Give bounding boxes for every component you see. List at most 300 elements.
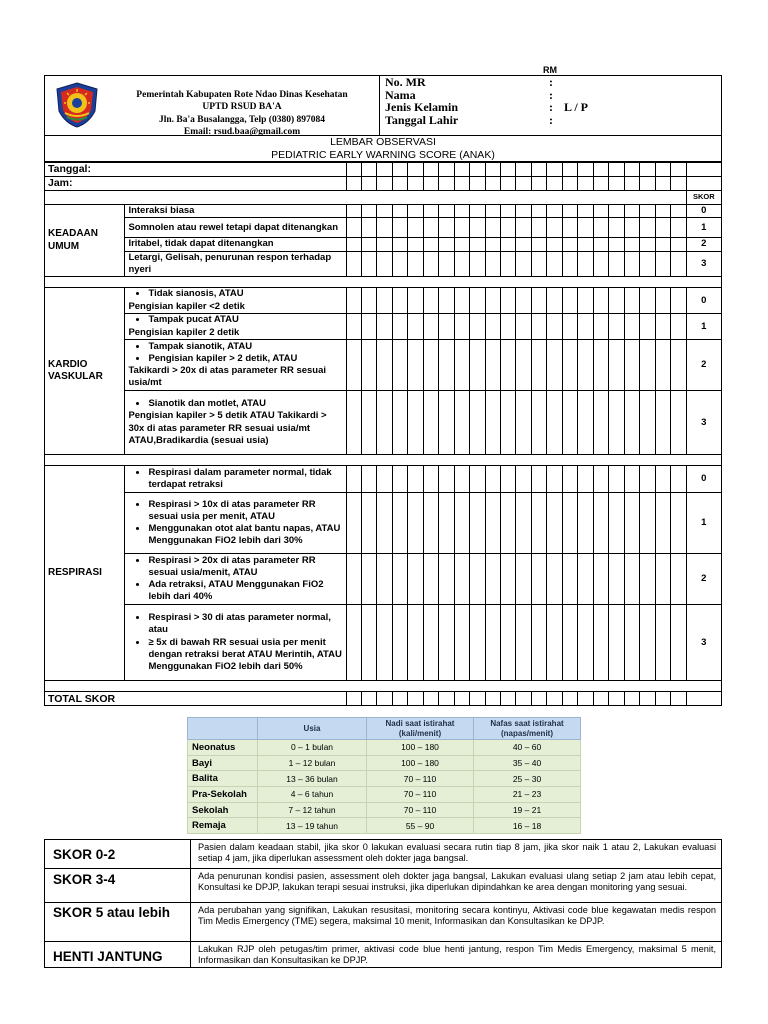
observation-cell[interactable] (640, 251, 655, 277)
observation-cell[interactable] (392, 692, 407, 706)
observation-cell[interactable] (392, 288, 407, 314)
observation-cell[interactable] (562, 177, 577, 191)
observation-cell[interactable] (578, 692, 593, 706)
observation-cell[interactable] (485, 605, 500, 681)
observation-cell[interactable] (377, 314, 392, 340)
observation-cell[interactable] (485, 493, 500, 554)
observation-cell[interactable] (640, 218, 655, 238)
observation-cell[interactable] (439, 251, 454, 277)
observation-cell[interactable] (578, 251, 593, 277)
observation-cell[interactable] (470, 554, 485, 605)
observation-cell[interactable] (624, 314, 639, 340)
observation-cell[interactable] (640, 163, 655, 177)
observation-cell[interactable] (516, 554, 531, 605)
observation-cell[interactable] (671, 554, 686, 605)
observation-cell[interactable] (531, 493, 546, 554)
observation-cell[interactable] (531, 605, 546, 681)
observation-cell[interactable] (346, 205, 361, 218)
observation-cell[interactable] (624, 177, 639, 191)
observation-cell[interactable] (624, 251, 639, 277)
observation-cell[interactable] (500, 205, 515, 218)
observation-cell[interactable] (531, 177, 546, 191)
observation-cell[interactable] (439, 218, 454, 238)
observation-cell[interactable] (593, 218, 608, 238)
observation-cell[interactable] (671, 493, 686, 554)
observation-cell[interactable] (454, 288, 469, 314)
observation-cell[interactable] (671, 340, 686, 391)
observation-cell[interactable] (671, 692, 686, 706)
observation-cell[interactable] (562, 554, 577, 605)
observation-cell[interactable] (361, 163, 376, 177)
observation-cell[interactable] (408, 251, 423, 277)
observation-cell[interactable] (640, 692, 655, 706)
observation-cell[interactable] (377, 218, 392, 238)
observation-cell[interactable] (500, 605, 515, 681)
observation-cell[interactable] (377, 554, 392, 605)
observation-cell[interactable] (361, 466, 376, 493)
observation-cell[interactable] (562, 288, 577, 314)
observation-cell[interactable] (671, 314, 686, 340)
observation-cell[interactable] (439, 554, 454, 605)
observation-cell[interactable] (423, 205, 438, 218)
observation-cell[interactable] (547, 288, 562, 314)
observation-cell[interactable] (531, 238, 546, 251)
observation-cell[interactable] (470, 163, 485, 177)
observation-cell[interactable] (578, 218, 593, 238)
observation-cell[interactable] (439, 692, 454, 706)
observation-cell[interactable] (439, 314, 454, 340)
observation-cell[interactable] (408, 692, 423, 706)
observation-cell[interactable] (392, 218, 407, 238)
observation-cell[interactable] (408, 205, 423, 218)
observation-cell[interactable] (578, 314, 593, 340)
observation-cell[interactable] (470, 205, 485, 218)
observation-cell[interactable] (655, 251, 670, 277)
observation-cell[interactable] (609, 605, 624, 681)
observation-cell[interactable] (454, 554, 469, 605)
observation-cell[interactable] (531, 288, 546, 314)
observation-cell[interactable] (609, 493, 624, 554)
observation-cell[interactable] (593, 493, 608, 554)
observation-cell[interactable] (439, 238, 454, 251)
observation-cell[interactable] (346, 340, 361, 391)
observation-cell[interactable] (516, 605, 531, 681)
observation-cell[interactable] (547, 466, 562, 493)
observation-cell[interactable] (531, 163, 546, 177)
observation-cell[interactable] (531, 205, 546, 218)
observation-cell[interactable] (423, 391, 438, 455)
observation-cell[interactable] (423, 605, 438, 681)
observation-cell[interactable] (408, 605, 423, 681)
observation-cell[interactable] (562, 605, 577, 681)
observation-cell[interactable] (392, 163, 407, 177)
observation-cell[interactable] (485, 554, 500, 605)
observation-cell[interactable] (547, 692, 562, 706)
observation-cell[interactable] (500, 177, 515, 191)
observation-cell[interactable] (470, 605, 485, 681)
observation-cell[interactable] (454, 692, 469, 706)
observation-cell[interactable] (454, 238, 469, 251)
observation-cell[interactable] (562, 692, 577, 706)
observation-cell[interactable] (500, 391, 515, 455)
observation-cell[interactable] (547, 218, 562, 238)
observation-cell[interactable] (346, 238, 361, 251)
observation-cell[interactable] (516, 391, 531, 455)
observation-cell[interactable] (624, 605, 639, 681)
observation-cell[interactable] (547, 205, 562, 218)
observation-cell[interactable] (392, 554, 407, 605)
observation-cell[interactable] (562, 163, 577, 177)
observation-cell[interactable] (470, 466, 485, 493)
observation-cell[interactable] (624, 554, 639, 605)
observation-cell[interactable] (346, 288, 361, 314)
observation-cell[interactable] (361, 205, 376, 218)
observation-cell[interactable] (346, 251, 361, 277)
observation-cell[interactable] (423, 288, 438, 314)
observation-cell[interactable] (423, 554, 438, 605)
observation-cell[interactable] (578, 554, 593, 605)
observation-cell[interactable] (624, 163, 639, 177)
observation-cell[interactable] (640, 554, 655, 605)
observation-cell[interactable] (655, 493, 670, 554)
observation-cell[interactable] (547, 314, 562, 340)
observation-cell[interactable] (562, 314, 577, 340)
observation-cell[interactable] (485, 251, 500, 277)
patient-field-no-mr[interactable] (385, 76, 685, 89)
observation-cell[interactable] (578, 340, 593, 391)
observation-cell[interactable] (485, 692, 500, 706)
observation-cell[interactable] (439, 288, 454, 314)
observation-cell[interactable] (655, 391, 670, 455)
observation-cell[interactable] (624, 340, 639, 391)
observation-cell[interactable] (377, 692, 392, 706)
observation-cell[interactable] (454, 205, 469, 218)
observation-cell[interactable] (624, 391, 639, 455)
observation-cell[interactable] (346, 466, 361, 493)
observation-cell[interactable] (439, 340, 454, 391)
total-score-cell[interactable] (686, 692, 721, 706)
observation-cell[interactable] (485, 466, 500, 493)
observation-cell[interactable] (609, 205, 624, 218)
observation-cell[interactable] (423, 493, 438, 554)
observation-cell[interactable] (609, 163, 624, 177)
observation-cell[interactable] (531, 692, 546, 706)
observation-cell[interactable] (423, 340, 438, 391)
observation-cell[interactable] (377, 466, 392, 493)
observation-cell[interactable] (408, 554, 423, 605)
observation-cell[interactable] (346, 391, 361, 455)
observation-cell[interactable] (408, 238, 423, 251)
observation-cell[interactable] (377, 340, 392, 391)
observation-cell[interactable] (578, 605, 593, 681)
observation-cell[interactable] (609, 692, 624, 706)
observation-cell[interactable] (485, 340, 500, 391)
observation-cell[interactable] (439, 205, 454, 218)
observation-cell[interactable] (547, 340, 562, 391)
observation-cell[interactable] (593, 288, 608, 314)
observation-cell[interactable] (531, 466, 546, 493)
observation-cell[interactable] (593, 692, 608, 706)
observation-cell[interactable] (593, 554, 608, 605)
observation-cell[interactable] (593, 177, 608, 191)
observation-cell[interactable] (640, 391, 655, 455)
observation-cell[interactable] (485, 288, 500, 314)
observation-cell[interactable] (361, 218, 376, 238)
observation-cell[interactable] (500, 251, 515, 277)
observation-cell[interactable] (500, 288, 515, 314)
observation-cell[interactable] (346, 554, 361, 605)
observation-cell[interactable] (392, 391, 407, 455)
observation-cell[interactable] (470, 177, 485, 191)
observation-cell[interactable] (640, 205, 655, 218)
observation-cell[interactable] (624, 288, 639, 314)
observation-cell[interactable] (562, 218, 577, 238)
observation-cell[interactable] (408, 466, 423, 493)
observation-cell[interactable] (408, 314, 423, 340)
observation-cell[interactable] (640, 177, 655, 191)
observation-cell[interactable] (609, 554, 624, 605)
observation-cell[interactable] (671, 163, 686, 177)
observation-cell[interactable] (423, 238, 438, 251)
observation-cell[interactable] (454, 314, 469, 340)
observation-cell[interactable] (454, 391, 469, 455)
observation-cell[interactable] (485, 391, 500, 455)
observation-cell[interactable] (346, 177, 361, 191)
observation-cell[interactable] (624, 493, 639, 554)
observation-cell[interactable] (439, 177, 454, 191)
observation-cell[interactable] (361, 177, 376, 191)
observation-cell[interactable] (423, 177, 438, 191)
observation-cell[interactable] (516, 238, 531, 251)
observation-cell[interactable] (454, 493, 469, 554)
observation-cell[interactable] (578, 493, 593, 554)
observation-cell[interactable] (640, 314, 655, 340)
observation-cell[interactable] (671, 288, 686, 314)
observation-cell[interactable] (516, 177, 531, 191)
observation-cell[interactable] (593, 391, 608, 455)
observation-cell[interactable] (516, 205, 531, 218)
observation-cell[interactable] (470, 692, 485, 706)
observation-cell[interactable] (655, 288, 670, 314)
observation-cell[interactable] (655, 205, 670, 218)
observation-cell[interactable] (470, 314, 485, 340)
observation-cell[interactable] (470, 218, 485, 238)
observation-cell[interactable] (655, 605, 670, 681)
observation-cell[interactable] (655, 692, 670, 706)
observation-cell[interactable] (531, 314, 546, 340)
observation-cell[interactable] (423, 218, 438, 238)
observation-cell[interactable] (346, 163, 361, 177)
observation-cell[interactable] (377, 205, 392, 218)
observation-cell[interactable] (562, 238, 577, 251)
observation-cell[interactable] (408, 288, 423, 314)
observation-cell[interactable] (377, 163, 392, 177)
observation-cell[interactable] (470, 288, 485, 314)
observation-cell[interactable] (655, 238, 670, 251)
observation-cell[interactable] (408, 391, 423, 455)
observation-cell[interactable] (361, 238, 376, 251)
observation-cell[interactable] (531, 391, 546, 455)
observation-cell[interactable] (454, 177, 469, 191)
observation-cell[interactable] (562, 391, 577, 455)
observation-cell[interactable] (655, 218, 670, 238)
observation-cell[interactable] (485, 314, 500, 340)
observation-cell[interactable] (485, 177, 500, 191)
observation-cell[interactable] (485, 163, 500, 177)
observation-cell[interactable] (593, 605, 608, 681)
observation-cell[interactable] (392, 340, 407, 391)
observation-cell[interactable] (408, 177, 423, 191)
observation-cell[interactable] (562, 205, 577, 218)
observation-cell[interactable] (578, 205, 593, 218)
observation-cell[interactable] (655, 554, 670, 605)
observation-cell[interactable] (578, 288, 593, 314)
observation-cell[interactable] (609, 314, 624, 340)
observation-cell[interactable] (439, 391, 454, 455)
observation-cell[interactable] (361, 493, 376, 554)
observation-cell[interactable] (578, 177, 593, 191)
observation-cell[interactable] (377, 238, 392, 251)
observation-cell[interactable] (609, 340, 624, 391)
observation-cell[interactable] (423, 692, 438, 706)
observation-cell[interactable] (609, 251, 624, 277)
observation-cell[interactable] (470, 251, 485, 277)
observation-cell[interactable] (454, 340, 469, 391)
observation-cell[interactable] (500, 466, 515, 493)
observation-cell[interactable] (547, 554, 562, 605)
observation-cell[interactable] (346, 692, 361, 706)
observation-cell[interactable] (562, 251, 577, 277)
observation-cell[interactable] (408, 218, 423, 238)
patient-field-tanggal-lahir[interactable] (385, 114, 685, 127)
observation-cell[interactable] (500, 554, 515, 605)
observation-cell[interactable] (671, 238, 686, 251)
observation-cell[interactable] (377, 605, 392, 681)
observation-cell[interactable] (640, 288, 655, 314)
observation-cell[interactable] (578, 238, 593, 251)
observation-cell[interactable] (392, 251, 407, 277)
observation-cell[interactable] (392, 493, 407, 554)
observation-cell[interactable] (346, 493, 361, 554)
observation-cell[interactable] (547, 238, 562, 251)
observation-cell[interactable] (671, 466, 686, 493)
observation-cell[interactable] (392, 177, 407, 191)
observation-cell[interactable] (377, 251, 392, 277)
observation-cell[interactable] (500, 163, 515, 177)
observation-cell[interactable] (516, 288, 531, 314)
observation-cell[interactable] (671, 605, 686, 681)
observation-cell[interactable] (439, 163, 454, 177)
observation-cell[interactable] (361, 605, 376, 681)
patient-field-jenis-kelamin[interactable] (385, 101, 685, 114)
observation-cell[interactable] (500, 218, 515, 238)
observation-cell[interactable] (485, 238, 500, 251)
observation-cell[interactable] (377, 288, 392, 314)
observation-cell[interactable] (578, 391, 593, 455)
observation-cell[interactable] (593, 314, 608, 340)
observation-cell[interactable] (609, 238, 624, 251)
observation-cell[interactable] (593, 466, 608, 493)
observation-cell[interactable] (609, 177, 624, 191)
observation-cell[interactable] (392, 314, 407, 340)
observation-cell[interactable] (640, 605, 655, 681)
observation-cell[interactable] (547, 391, 562, 455)
observation-cell[interactable] (423, 314, 438, 340)
observation-cell[interactable] (408, 340, 423, 391)
observation-cell[interactable] (423, 466, 438, 493)
observation-cell[interactable] (346, 605, 361, 681)
observation-cell[interactable] (470, 238, 485, 251)
observation-cell[interactable] (408, 163, 423, 177)
observation-cell[interactable] (408, 493, 423, 554)
observation-cell[interactable] (516, 493, 531, 554)
observation-cell[interactable] (624, 218, 639, 238)
observation-cell[interactable] (485, 205, 500, 218)
observation-cell[interactable] (547, 605, 562, 681)
observation-cell[interactable] (562, 340, 577, 391)
observation-cell[interactable] (593, 238, 608, 251)
observation-cell[interactable] (439, 605, 454, 681)
observation-cell[interactable] (531, 251, 546, 277)
observation-cell[interactable] (516, 163, 531, 177)
observation-cell[interactable] (655, 163, 670, 177)
observation-cell[interactable] (361, 391, 376, 455)
observation-cell[interactable] (593, 205, 608, 218)
observation-cell[interactable] (609, 218, 624, 238)
observation-cell[interactable] (531, 554, 546, 605)
observation-cell[interactable] (439, 493, 454, 554)
observation-cell[interactable] (562, 466, 577, 493)
observation-cell[interactable] (562, 493, 577, 554)
observation-cell[interactable] (423, 163, 438, 177)
observation-cell[interactable] (361, 340, 376, 391)
observation-cell[interactable] (361, 692, 376, 706)
observation-cell[interactable] (593, 163, 608, 177)
observation-cell[interactable] (624, 466, 639, 493)
observation-cell[interactable] (392, 205, 407, 218)
observation-cell[interactable] (516, 692, 531, 706)
observation-cell[interactable] (624, 238, 639, 251)
observation-cell[interactable] (578, 466, 593, 493)
observation-cell[interactable] (624, 692, 639, 706)
observation-cell[interactable] (516, 466, 531, 493)
observation-cell[interactable] (547, 163, 562, 177)
observation-cell[interactable] (531, 218, 546, 238)
observation-cell[interactable] (609, 391, 624, 455)
observation-cell[interactable] (516, 251, 531, 277)
observation-cell[interactable] (671, 177, 686, 191)
observation-cell[interactable] (485, 218, 500, 238)
observation-cell[interactable] (454, 605, 469, 681)
observation-cell[interactable] (547, 177, 562, 191)
observation-cell[interactable] (640, 238, 655, 251)
observation-cell[interactable] (454, 163, 469, 177)
observation-cell[interactable] (454, 251, 469, 277)
observation-cell[interactable] (671, 218, 686, 238)
observation-cell[interactable] (377, 177, 392, 191)
observation-cell[interactable] (392, 238, 407, 251)
observation-cell[interactable] (671, 205, 686, 218)
observation-cell[interactable] (392, 605, 407, 681)
observation-cell[interactable] (423, 251, 438, 277)
observation-cell[interactable] (593, 340, 608, 391)
observation-cell[interactable] (439, 466, 454, 493)
observation-cell[interactable] (454, 466, 469, 493)
observation-cell[interactable] (361, 251, 376, 277)
observation-cell[interactable] (609, 466, 624, 493)
observation-cell[interactable] (346, 218, 361, 238)
observation-cell[interactable] (500, 314, 515, 340)
